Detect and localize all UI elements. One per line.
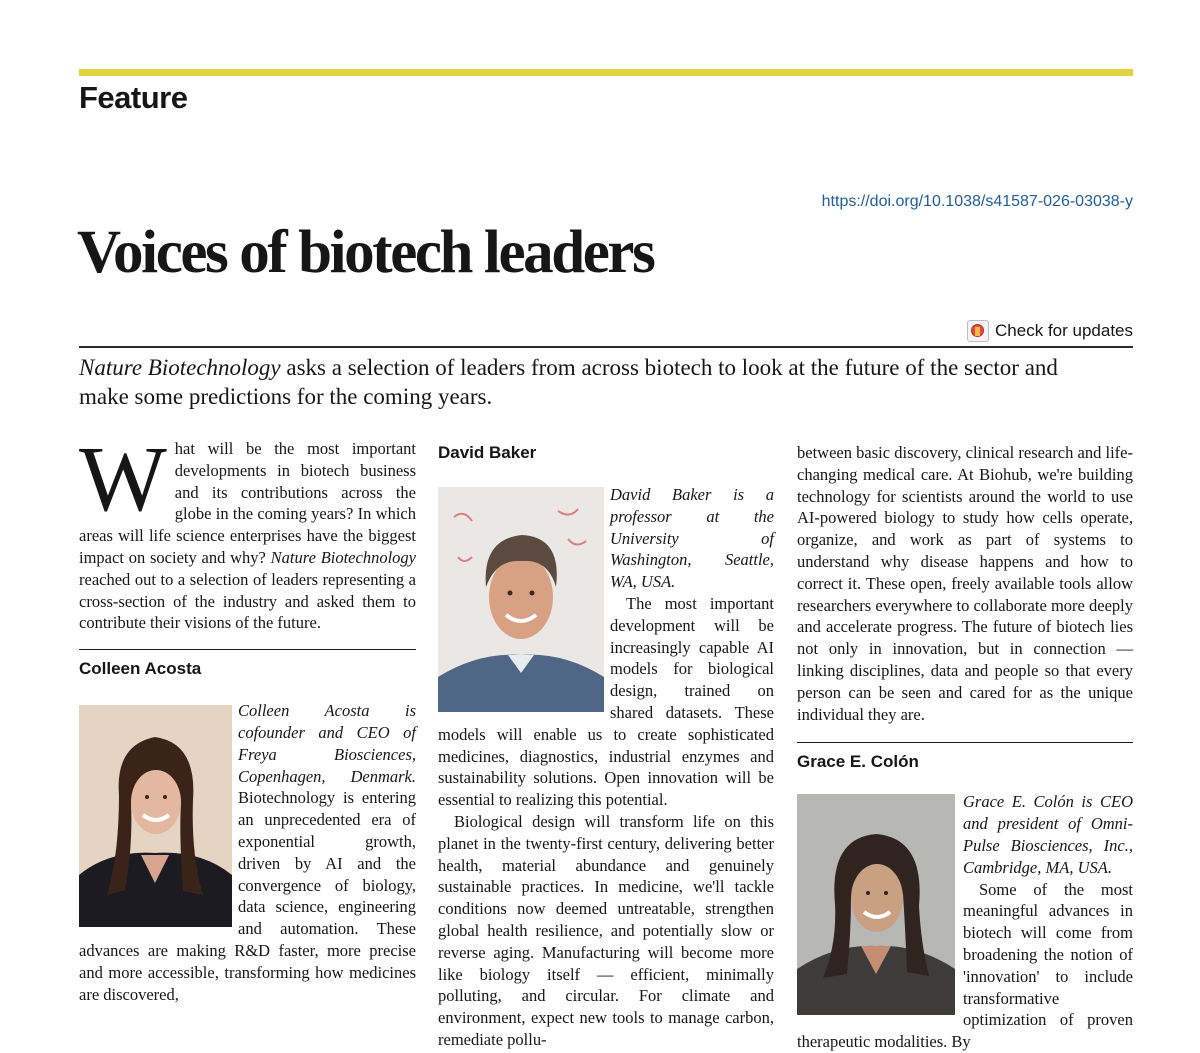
intro-text-a: hat will be the most important developments in biotech business and its contributions across the globe in the coming years? In which areas will life science enterprises have the biggest impact on society and why? bbox=[79, 439, 416, 567]
accent-bar bbox=[79, 69, 1133, 76]
acosta-bio: Colleen Acosta is cofounder and CEO of Freya Biosciences, Copenhagen, Denmark. bbox=[238, 701, 416, 786]
acosta-text: Biotechnology is entering an unprecedented era of exponential growth, driven by AI and the convergence of biology, data science, engineering and automation. These advances are making R&D faster, more precise and more accessible, transforming how medicines are discovered, bbox=[79, 788, 416, 1004]
author-name-acosta: Colleen Acosta bbox=[79, 659, 202, 679]
baker-paragraph-2: Biological design will transform life on this planet in the twenty-first century, delivering better health, material abundance and genuinely sustainable practices. In medicine, we'll tackle conditions now deemed untreatable, strengthen global health resilience, and potentially slow or reverse aging. Manufacturing will become more like biology itself — efficient, minimally polluting, and circular. For climate and environment, expect new tools to manage carbon, remediate pollu- bbox=[438, 811, 774, 1049]
portrait-colon-image bbox=[797, 794, 955, 1015]
portrait-acosta-image bbox=[79, 705, 232, 927]
check-for-updates-button[interactable] bbox=[967, 320, 1133, 342]
acosta-section bbox=[79, 700, 416, 1005]
section-divider bbox=[797, 742, 1133, 743]
standfirst-rule bbox=[79, 346, 1133, 348]
portrait-baker-image bbox=[438, 487, 604, 712]
portrait-david-baker bbox=[438, 487, 604, 712]
author-name-colon: Grace E. Colón bbox=[797, 752, 919, 772]
standfirst-journal: Nature Biotechnology bbox=[79, 355, 281, 380]
standfirst-text: asks a selection of leaders from across biotech to look at the future of the sector and make some predictions for the coming years. bbox=[79, 355, 1058, 409]
intro-text-b: reached out to a selection of leaders representing a cross-section of the industry and asked them to contribute their visions of the future. bbox=[79, 569, 416, 633]
intro-paragraph bbox=[79, 428, 416, 634]
column-2 bbox=[438, 443, 774, 1051]
check-updates-icon bbox=[967, 320, 989, 342]
colon-paragraph: Some of the most meaningful advances in biotech will come from broadening the notion of 'innovation' to include transformative optimization of proven therapeutic modalities. By bbox=[797, 879, 1133, 1052]
check-updates-label: Check for updates bbox=[995, 321, 1133, 340]
baker-bio: David Baker is a professor at the University of Washington, Seattle, WA, USA. bbox=[610, 485, 774, 592]
article-title: Voices of biotech leaders bbox=[77, 219, 654, 286]
standfirst bbox=[79, 353, 1099, 411]
intro-journal: Nature Biotechnology bbox=[270, 547, 416, 567]
colon-bio: Grace E. Colón is CEO and president of Omni-Pulse Biosciences, Inc., Cambridge, MA, USA. bbox=[963, 792, 1133, 877]
drop-cap: W bbox=[79, 428, 167, 531]
baker-paragraph-1: The most important development will be increasingly capable AI models for biological design, trained on shared datasets. These models will enable us to create sophisticated medicines, diagnostics, industrial enzymes and sustainability solutions. Open innovation will be essential to realizing this potential. bbox=[438, 593, 774, 810]
col3-continuation: between basic discovery, clinical research and life-changing medical care. At Biohub, we're building technology for scientists around the world to use AI-powered biology to study how cells operate, organize, and work as part of systems to understand why disease happens and how to correct it. These open, freely available tools allow researchers everywhere to collaborate more deeply and accelerate progress. The future of biotech lies not only in innovation, but in connection — linking disciplines, data and people so that every person can be seen and cared for as the unique individual they are. bbox=[797, 443, 1133, 724]
section-label: Feature bbox=[79, 80, 188, 115]
column-3 bbox=[797, 442, 1133, 1053]
author-name-baker: David Baker bbox=[438, 443, 537, 462]
portrait-grace-colon bbox=[797, 794, 955, 1015]
column-1 bbox=[79, 428, 416, 1005]
baker-section bbox=[438, 484, 774, 1051]
colon-section bbox=[797, 791, 1133, 1053]
portrait-colleen-acosta bbox=[79, 705, 232, 927]
section-divider bbox=[79, 649, 416, 650]
doi-link[interactable]: https://doi.org/10.1038/s41587-026-03038-y bbox=[821, 193, 1133, 210]
